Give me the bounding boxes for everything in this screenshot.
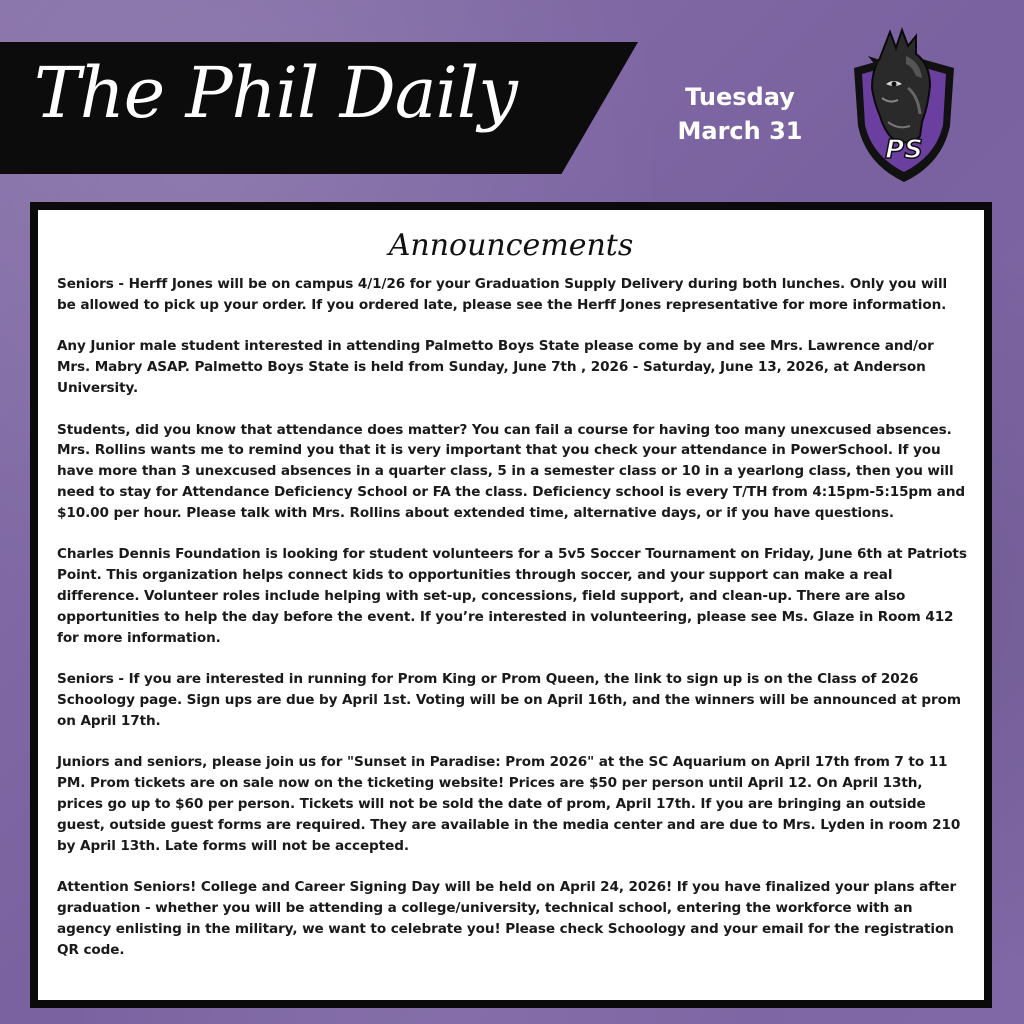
announcement-item: Seniors - Herff Jones will be on campus 4/1/26 for your Graduation Supply Delivery during both lunches. Only you will be allowed to pick up your order. If you ordered late, please see the Herff Jones representative for more information. [57, 276, 948, 313]
announcement-item: Students, did you know that attendance does matter? You can fail a course for having too many unexcused absences. Mrs. Rollins wants me to remind you that it is very important that you check your attendance in PowerSchool. If you have more than 3 unexcused absences in a quarter class, 5 in a semester class or 10 in a yearlong class, then you will need to stay for Attendance Deficiency School or FA the class. Deficiency school is every T/TH from 4:15pm-5:15pm and $10.00 per hour. Please talk with Mrs. Rollins about extended time, alternative days, or if you have questions. [57, 421, 966, 521]
announcement-list [57, 274, 968, 981]
day-label: Tuesday [685, 83, 795, 111]
mustang-shield-icon [846, 26, 962, 186]
announcements-panel [30, 202, 992, 1008]
date-label: March 31 [677, 117, 803, 145]
logo-letters: PS [885, 135, 923, 165]
announcement-item: Seniors - If you are interested in running for Prom King or Prom Queen, the link to sign up is on the Class of 2026 Schoology page. Sign ups are due by April 1st. Voting will be on April 16th, and the winners will be announced at prom on April 17th. [57, 671, 961, 729]
newsletter-title: The Phil Daily [34, 52, 517, 134]
school-mascot-logo [846, 26, 962, 186]
announcement-item: Any Junior male student interested in attending Palmetto Boys State please come by and see Mrs. Lawrence and/or Mrs. Mabry ASAP. Palmetto Boys State is held from Sunday, June 7th , 2026 - Saturday, June 13, 2026, at Anderson University. [57, 338, 934, 396]
announcements-card [38, 210, 984, 1000]
announcement-item: Juniors and seniors, please join us for "Sunset in Paradise: Prom 2026" at the SC Aquarium on April 17th from 7 to 11 PM. Prom tickets are on sale now on the ticketing website! Prices are $50 per person until April 12. On April 13th, prices go up to $60 per person. Tickets will not be sold the date of prom, April 17th. If you are bringing an outside guest, outside guest forms are required. They are available in the media center and are due to Mrs. Lyden in room 210 by April 13th. Late forms will not be accepted. [57, 754, 961, 854]
announcements-heading: Announcements [388, 228, 634, 263]
announcement-item: Attention Seniors! College and Career Signing Day will be held on April 24, 2026! If you have finalized your plans after graduation - whether you will be attending a college/university, technical school, entering the workforce with an agency enlisting in the military, we want to celebrate you! Please check Schoology and your email for the registration QR code. [57, 879, 957, 958]
announcement-item: Charles Dennis Foundation is looking for student volunteers for a 5v5 Soccer Tournament on Friday, June 6th at Patriots Point. This organization helps connect kids to opportunities through soccer, and your support can make a real difference. Volunteer roles include helping with set-up, concessions, field support, and clean-up. There are also opportunities to help the day before the event. If you’re interested in volunteering, please see Ms. Glaze in Room 412 for more information. [57, 546, 967, 646]
date-block [640, 80, 840, 148]
